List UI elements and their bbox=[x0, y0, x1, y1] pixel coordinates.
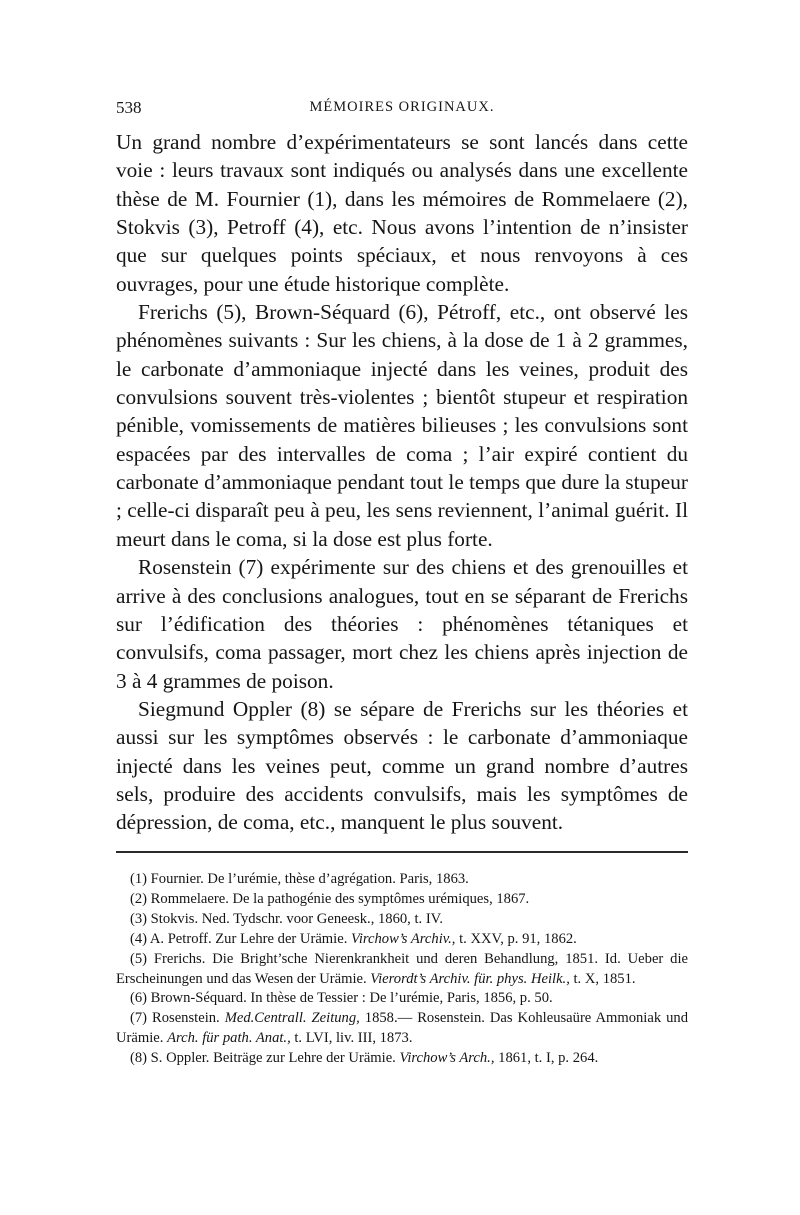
paragraph: Rosenstein (7) expérimente sur des chiens et des grenouilles et arrive à des conclusions analogues, tout en se séparant de Frerichs sur l’édification des théories : phénomènes tétaniques et convulsifs, coma passager, mort chez les chiens après injection de 3 à 4 grammes de poison. bbox=[116, 555, 688, 693]
paragraph: Frerichs (5), Brown-Séquard (6), Pétroff, etc., ont observé les phénomènes suivants : Sur les chiens, à la dose de 1 à 2 grammes, le carbonate d’ammoniaque injecté dans les veines, produit des convulsions souvent très-violentes ; bientôt stupeur et respiration pénible, vomissements de matières bilieuses ; les convulsions sont espacées par des intervalles de coma ; l’air expiré contient du carbonate d’ammoniaque pendant tout le temps que dure la stupeur ; celle-ci disparaît peu à peu, les sens reviennent, l’animal guérit. Il meurt dans le coma, si la dose est plus forte. bbox=[116, 300, 688, 551]
footnote-text: t. LVI, liv. III, 1873. bbox=[294, 1030, 413, 1047]
footnote-journal: Virchow’s Archiv., bbox=[351, 930, 456, 947]
footnote-8 bbox=[116, 1049, 688, 1069]
footnote-4 bbox=[116, 930, 688, 950]
footnote-7 bbox=[116, 1009, 688, 1049]
footnote-journal: Virchow’s Arch., bbox=[399, 1050, 495, 1067]
footnote-text: (6) Brown-Séquard. In thèse de Tessier : De l’urémie, Paris, 1856, p. 50. bbox=[130, 990, 553, 1007]
page-header bbox=[116, 98, 688, 124]
footnote-text: (4) A. Petroff. Zur Lehre der Urämie. bbox=[130, 930, 348, 947]
running-title: MÉMOIRES ORIGINAUX. bbox=[309, 99, 495, 115]
footnote-text: 1861, t. I, p. 264. bbox=[498, 1050, 599, 1067]
footnote-text: (5) Frerichs. Die Bright’sche Nierenkrankheit und deren Behandlung, 1851. Id. Ueber die Erscheinungen und das Wesen der Urämie. bbox=[116, 950, 688, 987]
footnote-5 bbox=[116, 950, 688, 990]
footnote-journal: Med.Centrall. Zeitung, bbox=[224, 1010, 360, 1027]
footnote-text: (8) S. Oppler. Beiträge zur Lehre der Urämie. bbox=[130, 1050, 396, 1067]
footnote-journal: Vierordt’s Archiv. für. phys. Heilk., bbox=[370, 970, 570, 987]
page-number: 538 bbox=[116, 98, 142, 117]
footnote-text: t. XXV, p. 91, 1862. bbox=[459, 930, 577, 947]
footnote-1 bbox=[116, 870, 688, 890]
footnote-text: (3) Stokvis. Ned. Tydschr. voor Geneesk., 1860, t. IV. bbox=[130, 910, 443, 927]
paragraph: Siegmund Oppler (8) se sépare de Frerichs sur les théories et aussi sur les symptômes observés : le carbonate d’ammoniaque injecté dans les veines peut, comme un grand nombre d’autres sels, produire des accidents convulsifs, mais les symptômes de dépression, de coma, etc., manquent le plus souvent. bbox=[116, 696, 688, 835]
main-text bbox=[116, 128, 688, 837]
footnote-2 bbox=[116, 890, 688, 910]
footnote-text: (1) Fournier. De l’urémie, thèse d’agrégation. Paris, 1863. bbox=[130, 871, 469, 887]
footnote-text: (2) Rommelaere. De la pathogénie des symptômes urémiques, 1867. bbox=[130, 890, 530, 907]
footnotes bbox=[116, 870, 688, 1069]
footnote-3 bbox=[116, 910, 688, 930]
footnote-6 bbox=[116, 989, 688, 1009]
footnote-journal: Arch. für path. Anat., bbox=[167, 1030, 291, 1047]
footnote-text: 1858.— Rosenstein. Das Kohleusaüre Ammoniak und Urämie. bbox=[116, 1010, 688, 1047]
footnote-text: (7) Rosenstein. bbox=[130, 1010, 220, 1027]
paragraph: Un grand nombre d’expérimentateurs se sont lancés dans cette voie : leurs travaux sont indiqués ou analysés dans une excellente thèse de M. Fournier (1), dans les mémoires de Rommelaere (2), Stokvis (3), Petroff (4), etc. Nous avons l’intention de n’insister que sur quelques points spéciaux, et nous renvoyons à ces ouvrages, pour une étude historique complète. bbox=[116, 130, 688, 296]
footnote-text: t. X, 1851. bbox=[573, 970, 636, 987]
footnote-divider bbox=[116, 851, 688, 853]
